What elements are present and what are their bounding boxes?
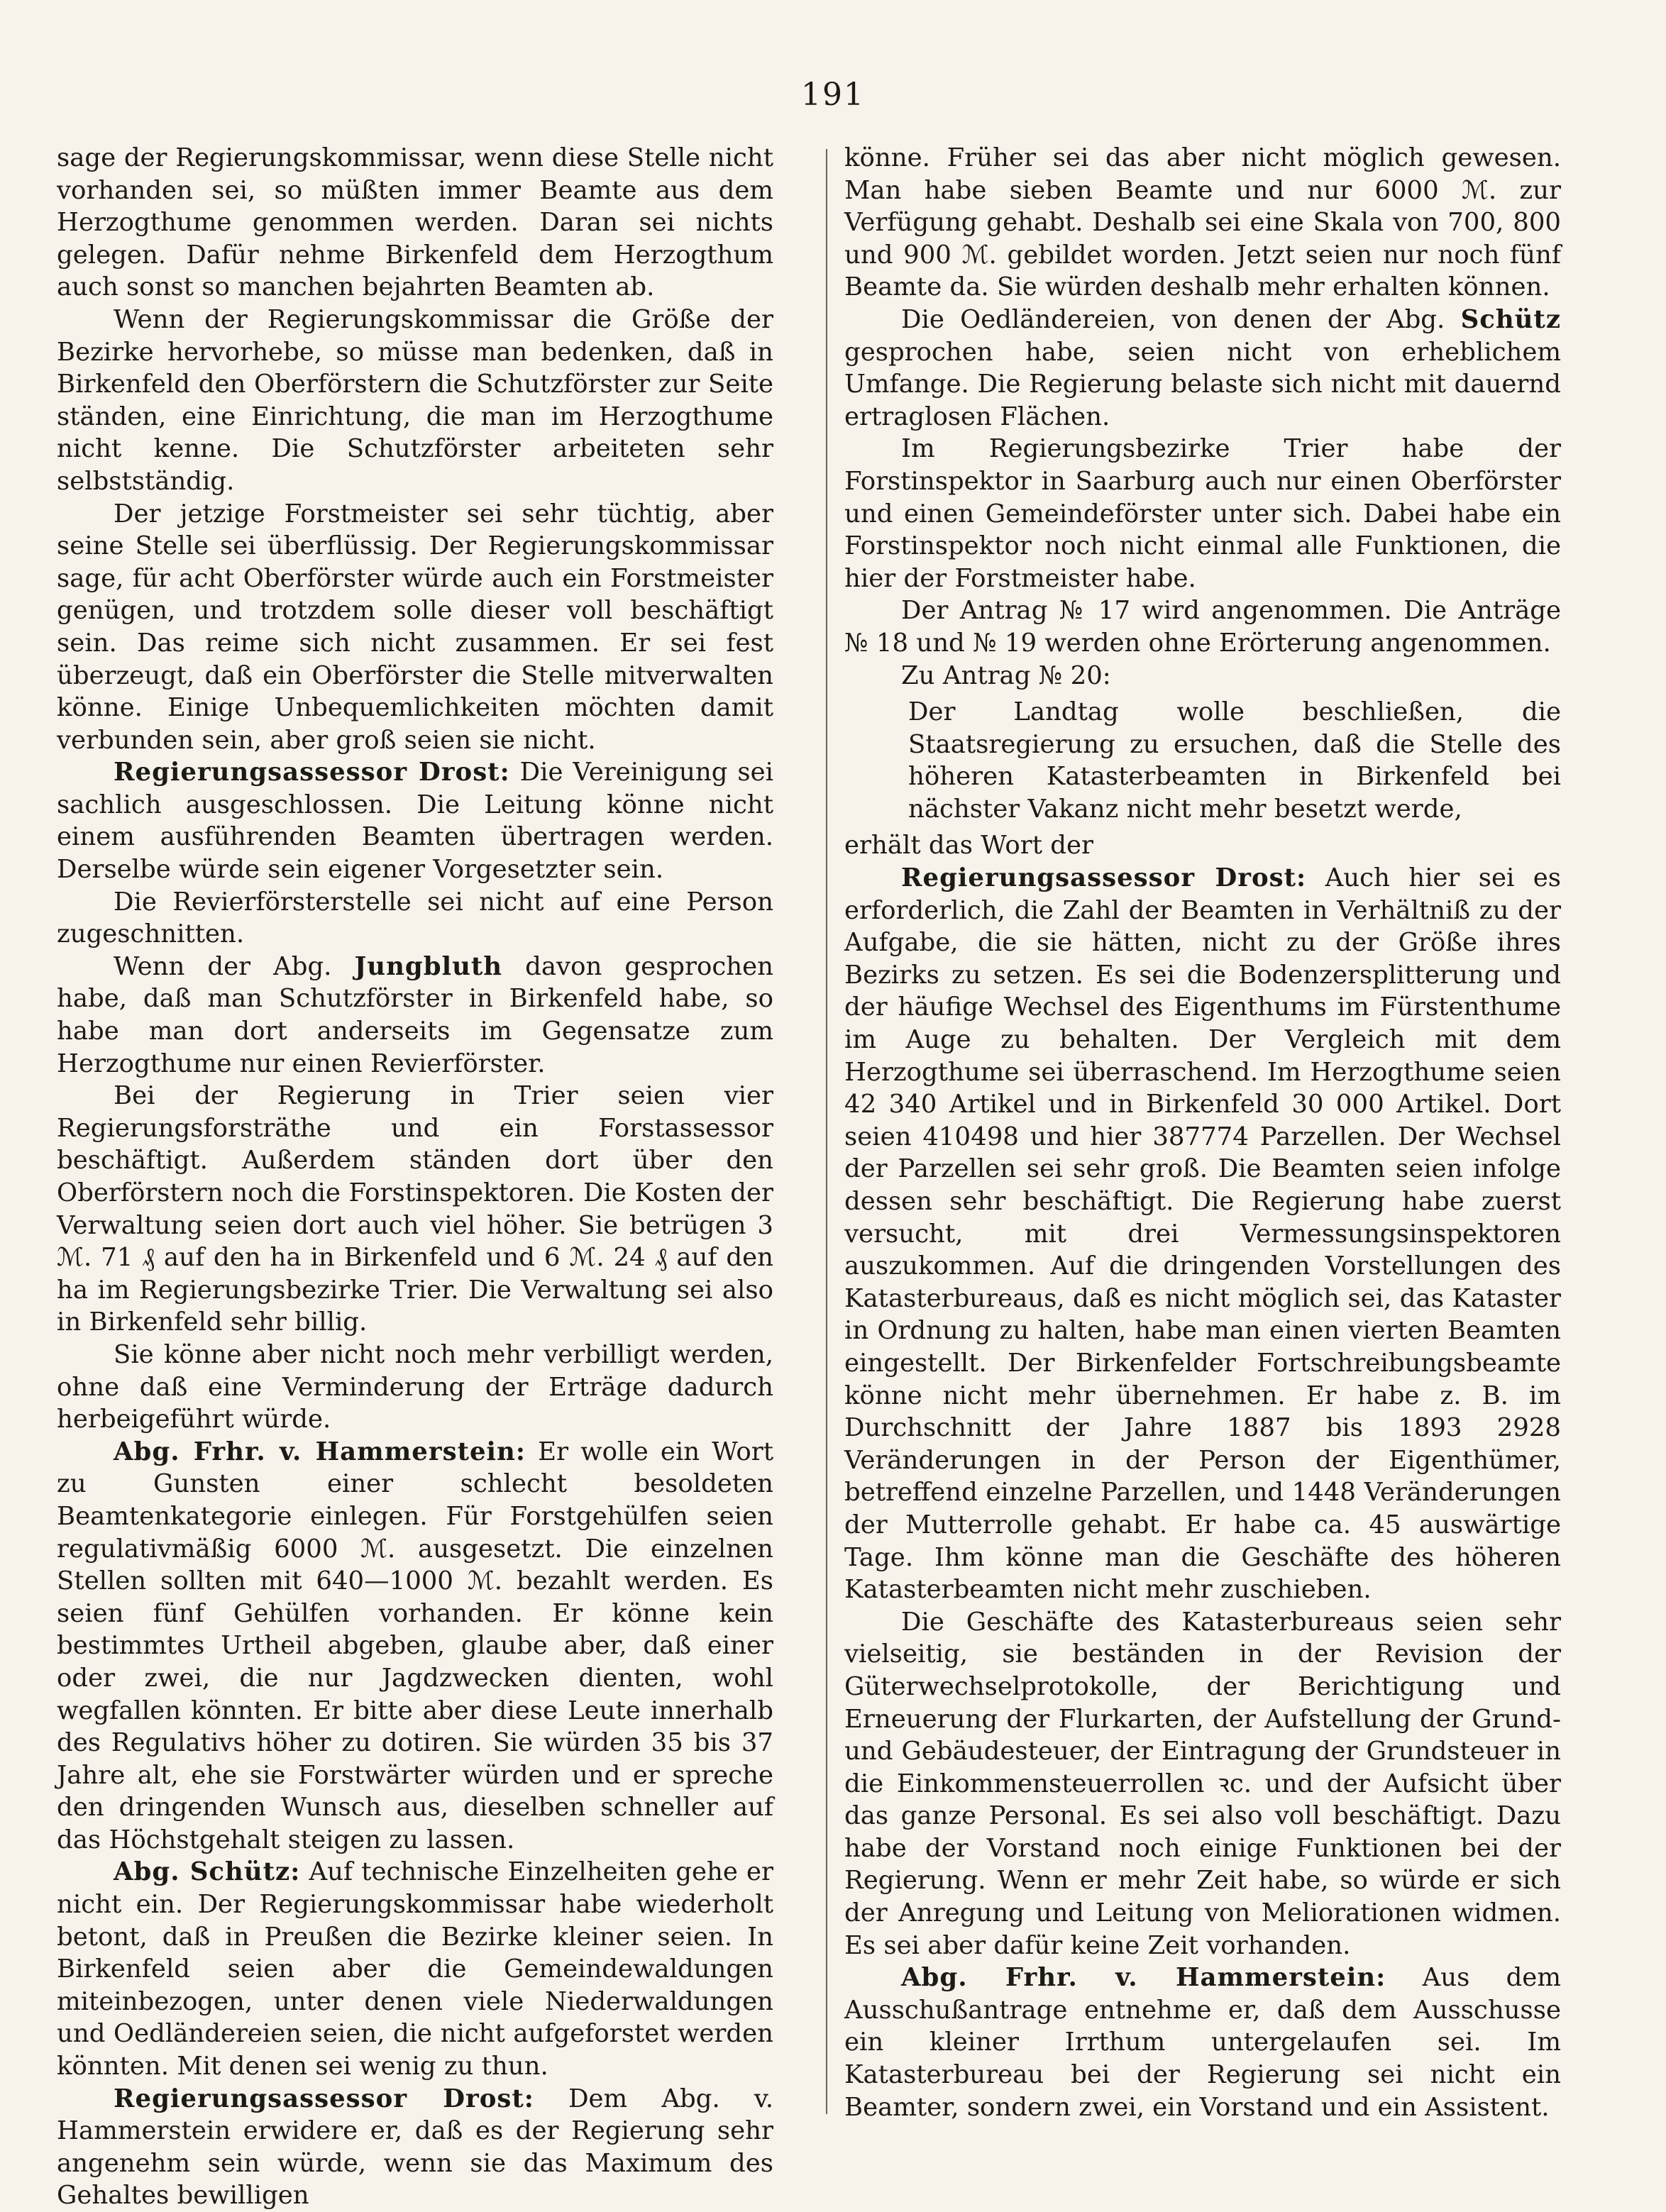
paragraph: Im Regierungsbezirke Trier habe der Forstinspektor in Saarburg auch nur einen Oberförster und einen Gemeindeförster unter sich. Dabei habe ein Forstinspektor noch nicht einmal alle Funktionen, die hier der Forstmeister habe. <box>844 434 1561 593</box>
paragraph: könne. Früher sei das aber nicht möglich gewesen. Man habe sieben Beamte und nur 6000 ℳ. zur Verfügung gehabt. Deshalb sei eine Skala von 700, 800 und 900 ℳ. gebildet worden. Jetzt seien nur noch fünf Beamte da. Sie würden deshalb mehr erhalten können. <box>844 143 1561 302</box>
speaker-name: Abg. Frhr. v. Hammerstein: <box>114 1437 526 1466</box>
paragraph: Der jetzige Forstmeister sei sehr tüchtig, aber seine Stelle sei überflüssig. Der Regierungskommissar sage, für acht Oberförster würde auch ein Forstmeister genügen, und trotzdem solle dieser voll beschäftigt sein. Das reime sich nicht zusammen. Er sei fest überzeugt, daß ein Oberförster die Stelle mitverwalten könne. Einige Unbequemlichkeiten möchten damit verbunden sein, aber groß seien sie nicht. <box>57 499 773 755</box>
speech-text: Die Vereinigung sei sachlich ausgeschlossen. Die Leitung könne nicht einem ausführenden Beamten übertragen werden. Derselbe würde sein eigener Vorgesetzter sein. <box>57 758 773 885</box>
text-prefix: Wenn der Abg. <box>114 951 332 981</box>
speech-paragraph <box>57 2083 773 2212</box>
speaker-name: Regierungsassessor Drost: <box>114 2084 534 2113</box>
speech-paragraph <box>57 1856 773 2082</box>
speaker-name: Abg. Schütz: <box>114 1857 301 1887</box>
paragraph: Bei der Regierung in Trier seien vier Regierungsforsträthe und ein Forstassessor beschäftigt. Außerdem ständen dort über den Oberförstern noch die Forstinspektoren. Die Kosten der Verwaltung seien dort auch viel höher. Sie betrügen 3 ℳ. 71 ₰ auf den ha in Birkenfeld und 6 ℳ. 24 ₰ auf den ha im Regierungsbezirke Trier. Die Verwaltung sei also in Birkenfeld sehr billig. <box>57 1081 773 1337</box>
speech-text: Auf technische Einzelheiten gehe er nicht ein. Der Regierungskommissar habe wiederholt betont, daß in Preußen die Bezirke kleiner seien. In Birkenfeld seien aber die Gemeindewaldungen miteinbezogen, unter denen viele Niederwaldungen und Oedländereien seien, die nicht aufgeforstet werden könnten. Mit denen sei wenig zu thun. <box>57 1857 773 2081</box>
text-body: gesprochen habe, seien nicht von erheblichem Umfange. Die Regierung belaste sich nicht mit dauernd ertraglosen Flächen. <box>844 337 1561 431</box>
speech-text: Auch hier sei es erforderlich, die Zahl der Beamten in Verhältniß zu der Aufgabe, die sie hätten, nicht zu der Größe ihres Bezirks zu setzen. Es sei die Bodenzersplitterung und der häufige Wechsel des Eigenthums im Fürstenthume im Auge zu behalten. Der Vergleich mit dem Herzogthume sei überraschend. Im Herzogthume seien 42 340 Artikel und in Birkenfeld 30 000 Artikel. Dort seien 410498 und hier 387774 Parzellen. Der Wechsel der Parzellen sei sehr groß. Die Beamten seien infolge dessen sehr beschäftigt. Die Regierung habe zuerst versucht, mit drei Vermessungsinspektoren auszukommen. Auf die dringenden Vorstellungen des Katasterbureaus, daß es nicht möglich sei, das Kataster in Ordnung zu halten, habe man einen vierten Beamten eingestellt. Der Birkenfelder Fortschreibungsbeamte könne nicht mehr übernehmen. Er habe z. B. im Durchschnitt der Jahre 1887 bis 1893 2928 Veränderungen in der Person der Eigenthümer, betreffend einzelne Parzellen, und 1448 Veränderungen der Mutterrolle gehabt. Er habe ca. 45 auswärtige Tage. Ihm könne man die Geschäfte des höheren Katasterbeamten nicht mehr zuschieben. <box>844 863 1561 1605</box>
text-body: davon gesprochen habe, daß man Schutzförster in Birkenfeld habe, so habe man dort anderseits im Gegensatze zum Herzogthume nur einen Revierförster. <box>57 951 773 1078</box>
speaker-name: Regierungsassessor Drost: <box>114 758 510 787</box>
speech-paragraph <box>57 1436 773 1857</box>
paragraph: erhält das Wort der <box>844 831 1093 861</box>
paragraph <box>57 951 773 1080</box>
left-column <box>57 142 774 2211</box>
speech-text: Er wolle ein Wort zu Gunsten einer schlecht besoldeten Beamtenkategorie einlegen. Für Forstgehülfen seien regulativmäßig 6000 ℳ. ausgesetzt. Die einzelnen Stellen sollten mit 640—1000 ℳ. bezahlt werden. Es seien fünf Gehülfen vorhanden. Er könne kein bestimmtes Urtheil abgeben, glaube aber, daß einer oder zwei, die nur Jagdzwecken dienten, wohl wegfallen könnten. Er bitte aber diese Leute innerhalb des Regulativs höher zu dotiren. Sie würden 35 bis 37 Jahre alt, ehe sie Forstwärter würden und er spreche den dringenden Wunsch aus, dieselben schneller auf das Höchstgehalt steigen zu lassen. <box>57 1437 773 1854</box>
speech-paragraph <box>57 756 773 885</box>
page-number: 191 <box>801 77 865 113</box>
resolution-paragraph: Der Antrag № 17 wird angenommen. Die Anträge № 18 und № 19 werden ohne Erörterung angenommen. <box>844 596 1561 658</box>
paragraph: Die Geschäfte des Katasterbureaus seien sehr vielseitig, sie beständen in der Revision der Güterwechselprotokolle, der Berichtigung und Erneuerung der Flurkarten, der Aufstellung der Grund- und Gebäudesteuer, der Eintragung der Grundsteuer in die Einkommensteuerrollen ꝛc. und der Aufsicht über das ganze Personal. Es sei also voll beschäftigt. Dazu habe der Vorstand noch einige Funktionen bei der Regierung. Wenn er mehr Zeit habe, so würde er sich der Anregung und Leitung von Meliorationen widmen. Es sei aber dafür keine Zeit vorhanden. <box>844 1607 1561 1960</box>
member-name: Jungbluth <box>354 951 503 981</box>
paragraph: Wenn der Regierungskommissar die Größe der Bezirke hervorhebe, so müsse man bedenken, daß in Birkenfeld den Oberförstern die Schutzförster zur Seite ständen, eine Einrichtung, die man im Herzogthume nicht kenne. Die Schutzförster arbeiteten sehr selbstständig. <box>57 304 773 496</box>
motion-heading: Zu Antrag № 20: <box>901 660 1111 690</box>
speech-paragraph <box>844 862 1561 1606</box>
speech-paragraph <box>844 1962 1561 2123</box>
paragraph: Sie könne aber nicht noch mehr verbilligt werden, ohne daß eine Verminderung der Erträge dadurch herbeigeführt würde. <box>57 1339 773 1434</box>
member-name: Schütz <box>1460 304 1561 334</box>
paragraph: sage der Regierungskommissar, wenn diese Stelle nicht vorhanden sei, so müßten immer Beamte aus dem Herzogthume genommen werden. Daran sei nichts gelegen. Dafür nehme Birkenfeld dem Herzogthum auch sonst so manchen bejahrten Beamten ab. <box>57 143 773 302</box>
speaker-name: Regierungsassessor Drost: <box>901 863 1307 893</box>
paragraph <box>844 304 1561 433</box>
paragraph: Die Revierförsterstelle sei nicht auf eine Person zugeschnitten. <box>57 887 773 949</box>
speaker-name: Abg. Frhr. v. Hammerstein: <box>901 1963 1386 1993</box>
text-prefix: Die Oedländereien, von denen der Abg. <box>901 304 1445 334</box>
right-column <box>844 142 1561 2150</box>
motion-text: Der Landtag wolle beschließen, die Staatsregierung zu ersuchen, daß die Stelle des höheren Katasterbeamten in Birkenfeld bei nächster Vakanz nicht mehr besetzt werde, <box>908 697 1561 824</box>
speech-text: Dem Abg. v. Hammerstein erwidere er, daß es der Regierung sehr angenehm sein würde, wenn sie das Maximum des Gehaltes bewilligen <box>57 2084 774 2211</box>
speech-text: Aus dem Ausschußantrage entnehme er, daß dem Ausschusse ein kleiner Irrthum untergelaufen sei. Im Katasterbureau bei der Regierung sei nicht ein Beamter, sondern zwei, ein Vorstand und ein Assistent. <box>844 1963 1561 2122</box>
column-divider <box>826 149 827 2114</box>
